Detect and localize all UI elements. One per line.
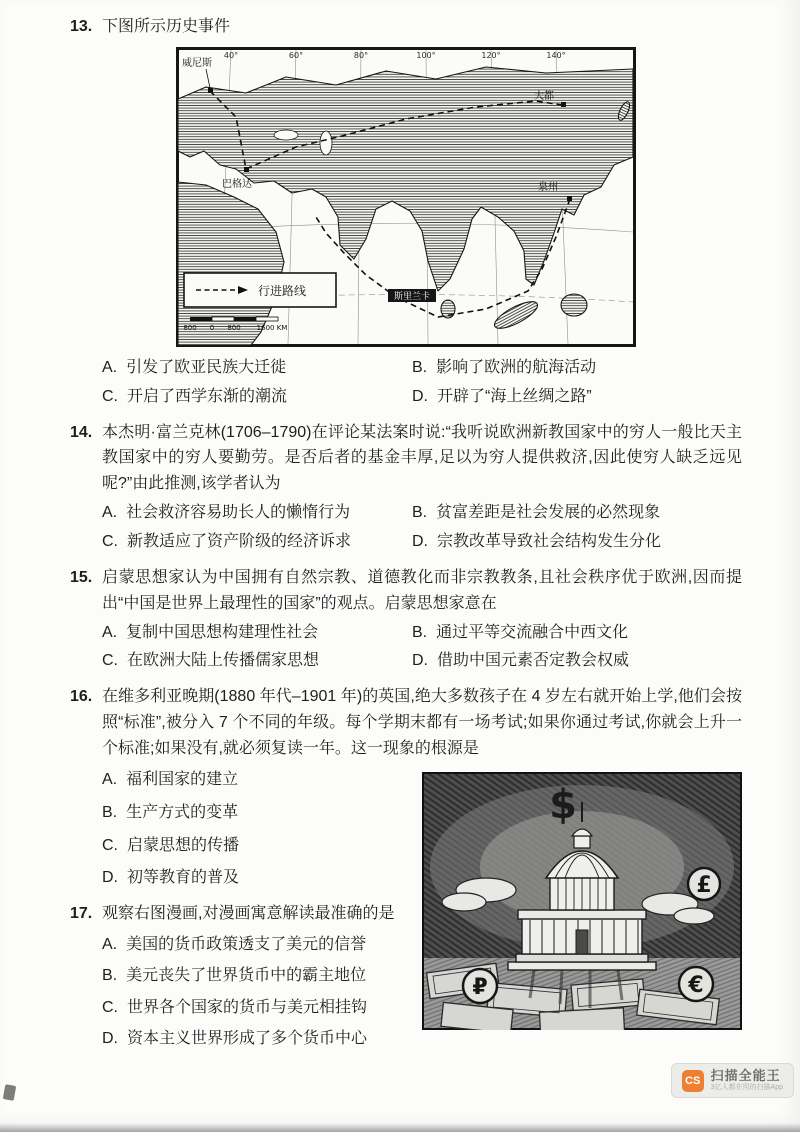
q14-option-d: D. 宗教改革导致社会结构发生分化	[412, 533, 662, 551]
capitol-steps-upper	[516, 954, 648, 962]
question-15	[70, 565, 742, 674]
q16-option-b: B. 生产方式的变革	[102, 803, 239, 821]
cartoon-wrap	[422, 766, 742, 1063]
q16-option-c: C. 启蒙思想的传播	[102, 836, 240, 854]
scale-label: 800	[183, 323, 197, 332]
scale-label: 800	[227, 323, 241, 332]
q17-options	[70, 932, 408, 1053]
cartoon-figure	[422, 772, 742, 1030]
map-label-dadu: 大都	[534, 90, 554, 102]
q15-option-b: B. 通过平等交流融合中西文化	[412, 623, 629, 641]
q17-stem	[70, 901, 408, 927]
dollar-sign: $	[549, 781, 577, 828]
bottom-region	[70, 766, 742, 1063]
q13-option-c: C. 开启了西学东渐的潮流	[102, 387, 288, 405]
q17-option-b: B. 美元丧失了世界货币中的霸主地位	[102, 967, 367, 985]
watermark-text	[711, 1069, 783, 1092]
q14-options	[70, 501, 742, 555]
ruble-sign: ₽	[472, 974, 488, 1000]
q16-options	[70, 766, 408, 893]
legend-label: 行进路线	[258, 283, 307, 298]
map-label-venice: 威尼斯	[182, 57, 212, 69]
q13-option-d: D. 开辟了“海上丝绸之路”	[412, 387, 592, 405]
meridian-label: 60°	[288, 50, 304, 60]
meridian-label: 80°	[353, 50, 369, 60]
scale-label: 1600 KM	[256, 323, 288, 332]
meridian-label: 100°	[416, 50, 436, 60]
watermark-title: 扫描全能王	[710, 1068, 781, 1084]
camscanner-watermark	[671, 1063, 794, 1098]
q13-number: 13.	[70, 18, 93, 35]
question-16	[70, 684, 742, 762]
q13-option-a: A. 引发了欧亚民族大迁徙	[102, 358, 287, 376]
q15-option-c: C. 在欧洲大陆上传播儒家思想	[102, 652, 320, 670]
banknote	[539, 1008, 624, 1030]
scan-edge	[0, 1123, 800, 1132]
q14-option-c: C. 新教适应了资产阶级的经济诉求	[102, 533, 352, 551]
q17-option-a: A. 美国的货币政策透支了美元的信誉	[102, 936, 367, 954]
question-14	[70, 420, 742, 555]
map-label-srilanka: 斯里兰卡	[393, 291, 431, 302]
question-13	[70, 14, 742, 410]
map-label-quanzhou: 泉州	[538, 181, 558, 193]
q15-options	[70, 621, 742, 675]
q16-number: 16.	[70, 688, 93, 706]
q14-stem	[70, 420, 742, 498]
map-legend	[184, 273, 336, 307]
q17-number: 17.	[70, 905, 93, 923]
borneo-island	[561, 294, 587, 316]
scale-label: 0	[209, 323, 215, 332]
meridian-label: 120°	[481, 50, 501, 60]
map-label-baghdad: 巴格达	[222, 178, 252, 190]
q14-option-a: A. 社会救济容易助长人的懒惰行为	[102, 504, 351, 522]
q17-option-c: C. 世界各个国家的货币与美元相挂钩	[102, 998, 368, 1016]
q13-text: 下图所示历史事件	[102, 18, 231, 35]
q15-option-d: D. 借助中国元素否定教会权威	[412, 652, 630, 670]
q14-text: 本杰明·富兰克林(1706–1790)在评论某法案时说:“我听说欧洲新教国家中的穷人一般比天主教国家中的穷人要勤劳。是否后者的基金丰厚,足以为穷人提供救济,因此使穷人缺乏远见呢?”由此推测,该学者认为	[102, 423, 742, 493]
question-17	[70, 901, 408, 1052]
q16-option-a: A. 福利国家的建立	[102, 770, 239, 788]
q14-option-b: B. 贫富差距是社会发展的必然现象	[412, 504, 661, 522]
capitol-lantern	[574, 836, 590, 848]
capitol-steps-lower	[508, 962, 656, 970]
q15-text: 启蒙思想家认为中国拥有自然宗教、道德教化而非宗教教条,且社会秩序优于欧洲,因而提出“中国是世界上最理性的国家”的观点。启蒙思想家意在	[102, 568, 742, 612]
q16-text: 在维多利亚晚期(1880 年代–1901 年)的英国,绝大多数孩子在 4 岁左右就开始上学,他们会按照“标准”,被分入 7 个不同的年级。每个学期末都有一场考试;如果你通过考试,你就会上升一个标准;如果没有,就必须复读一年。这一现象的根源是	[102, 688, 742, 758]
q14-number: 14.	[70, 423, 93, 441]
scan-artifact	[3, 1084, 16, 1101]
map-wrap	[176, 47, 636, 347]
q17-text: 观察右图漫画,对漫画寓意解读最准确的是	[102, 905, 395, 923]
capitol-door	[576, 930, 588, 954]
camscanner-logo-icon: CS	[682, 1070, 704, 1092]
q17-option-d: D. 资本主义世界形成了多个货币中心	[102, 1030, 368, 1048]
q15-number: 15.	[70, 568, 93, 586]
meridian-label: 140°	[546, 50, 566, 60]
q13-stem	[70, 14, 742, 40]
q16-option-d: D. 初等教育的普及	[102, 869, 240, 887]
pound-sign: £	[696, 872, 712, 898]
q15-stem	[70, 565, 742, 617]
bottom-left-column	[70, 766, 408, 1063]
q16-stem	[70, 684, 742, 762]
q13-option-b: B. 影响了欧洲的航海活动	[412, 358, 597, 376]
watermark-subtitle: 3亿人都在用的扫描App	[710, 1083, 783, 1091]
euro-sign: €	[688, 972, 704, 998]
q15-option-a: A. 复制中国思想构建理性社会	[102, 623, 319, 641]
map-figure	[176, 47, 636, 347]
meridian-label: 40°	[223, 50, 239, 60]
capitol-entablature	[518, 910, 646, 919]
q13-options	[70, 356, 742, 410]
